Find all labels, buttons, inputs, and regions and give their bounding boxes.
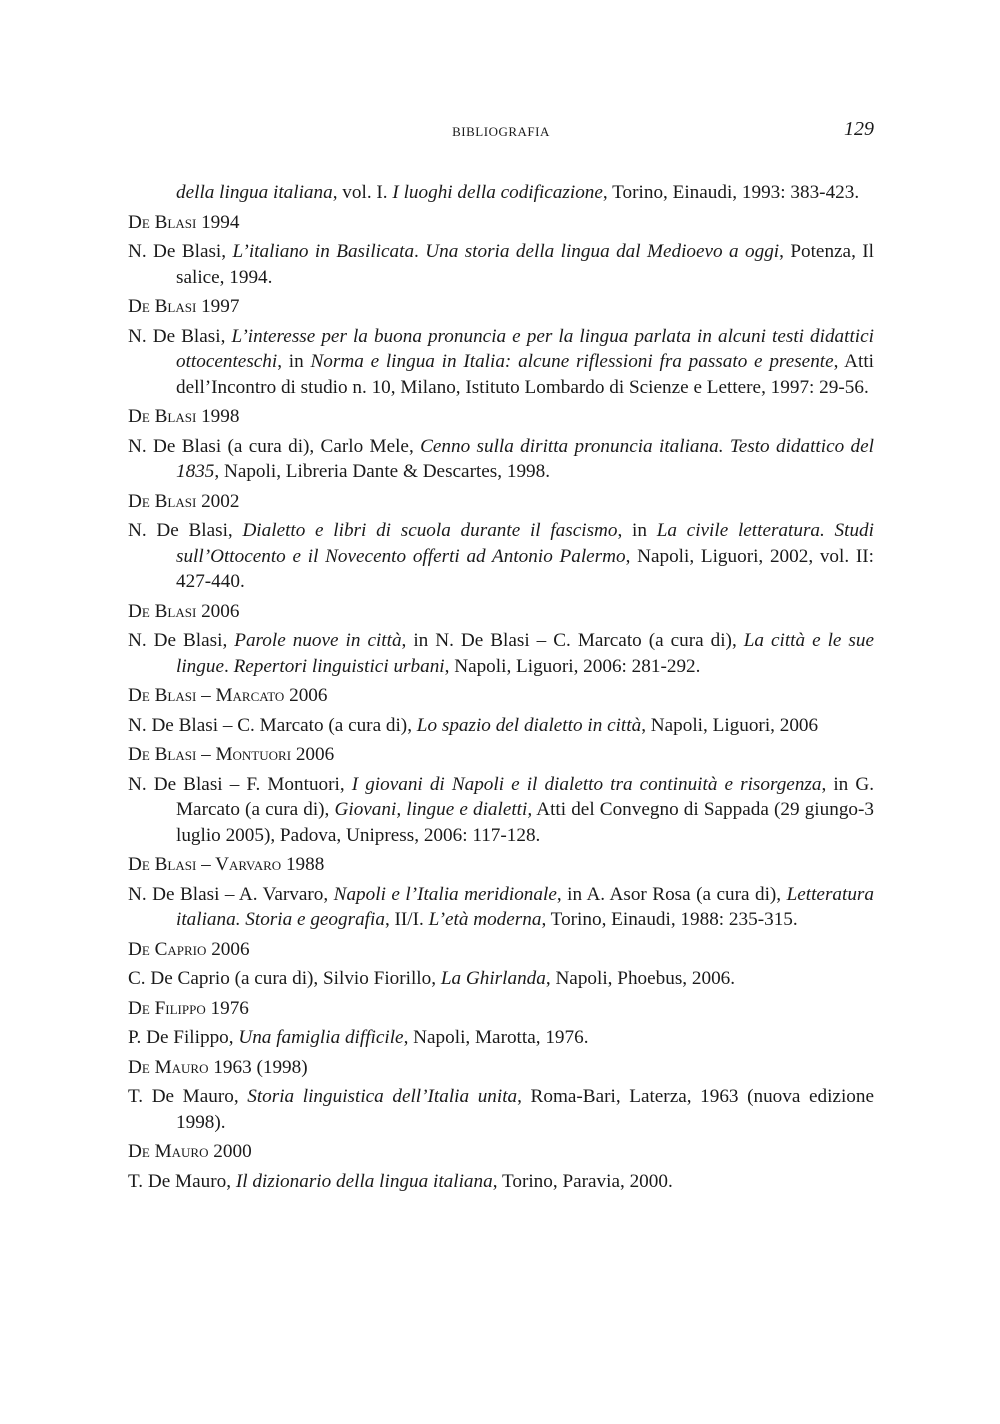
reference-text: N. De Blasi, — [128, 520, 243, 541]
reference-title: La Ghirlanda — [440, 968, 546, 989]
reference-text: N. De Blasi – C. Marcato (a cura di), — [128, 714, 417, 736]
reference-title: Lo spazio del dialetto in città — [416, 714, 642, 736]
reference-entry — [128, 713, 874, 739]
reference-text: N. De Blasi (a cura di), Carlo Mele, — [128, 435, 421, 457]
citation-key — [128, 937, 874, 963]
reference-title: Letteratura italiana. Storia e geografia — [176, 883, 874, 930]
reference-continuation — [128, 180, 874, 206]
reference-text: , Napoli, Liguori, 2006 — [641, 714, 819, 736]
citation-key-text: De Blasi 2002 — [128, 490, 240, 512]
reference-entry — [128, 628, 874, 679]
reference-title: Una storia della lingua dal Medioevo a oggi — [425, 241, 780, 262]
citation-key-text: De Blasi 1998 — [128, 406, 240, 427]
reference-text: , Napoli, Liguori, 2006: 281-292. — [444, 655, 701, 677]
reference-text: N. De Blasi, — [128, 630, 235, 651]
reference-title: I luoghi della codificazione — [392, 182, 603, 203]
reference-title: Il dizionario della lingua italiana — [235, 1170, 493, 1192]
reference-title: Cenno sulla diritta pronuncia italiana. Testo didattico del 1835 — [176, 435, 874, 482]
reference-text: , Napoli, Phoebus, 2006. — [545, 968, 736, 989]
reference-text: N. De Blasi – A. Varvaro, — [128, 883, 334, 905]
reference-text: Atti del Convegno di Sappada (29 giungo-3 luglio 2005), Padova, Unipress, 2006: 117-128. — [176, 799, 874, 846]
reference-text: . — [223, 655, 234, 677]
citation-key — [128, 1139, 874, 1165]
reference-text: , Potenza, Il salice, 1994. — [176, 241, 874, 288]
citation-key — [128, 210, 874, 236]
reference-title: L’età moderna — [428, 909, 542, 930]
reference-entry — [128, 239, 874, 290]
citation-key — [128, 489, 874, 515]
reference-title: Una famiglia difficile — [238, 1027, 404, 1048]
reference-text: N. De Blasi – F. Montuori, — [128, 773, 352, 795]
reference-text: , in N. De Blasi – C. Marcato (a cura di), — [401, 630, 744, 651]
reference-title: Repertori linguistici urbani — [233, 655, 445, 677]
citation-key-text: De Blasi – Varvaro 1988 — [128, 854, 325, 875]
reference-entry — [128, 882, 874, 933]
citation-key — [128, 996, 874, 1022]
running-head — [128, 118, 874, 148]
reference-text: . — [414, 241, 426, 262]
citation-key — [128, 852, 874, 878]
citation-key — [128, 294, 874, 320]
reference-entry — [128, 1084, 874, 1135]
reference-title: Napoli e l’Italia meridionale — [333, 883, 557, 905]
reference-text: , Torino, Einaudi, 1993: 383-423. — [602, 182, 860, 203]
reference-title: L’italiano in Basilicata — [232, 241, 415, 262]
citation-key-text: De Caprio 2006 — [128, 938, 250, 960]
citation-key — [128, 683, 874, 709]
reference-text: N. De Blasi, — [128, 241, 233, 262]
reference-text: , Napoli, Liguori, 2002, vol. II: 427-440. — [176, 545, 874, 592]
reference-entry — [128, 772, 874, 849]
citation-key-text: De Filippo 1976 — [128, 997, 249, 1019]
reference-text: , in — [277, 351, 311, 372]
reference-title: Storia linguistica dell’Italia unita — [247, 1086, 518, 1107]
reference-text: , in A. Asor Rosa (a cura di), — [556, 883, 787, 905]
reference-entry — [128, 324, 874, 401]
citation-key-text: De Mauro 1963 (1998) — [128, 1056, 308, 1078]
reference-text: , Napoli, Marotta, 1976. — [403, 1027, 589, 1048]
reference-text: T. De Mauro, — [128, 1170, 236, 1192]
reference-title: La civile letteratura. Studi sull’Ottocento e il Novecento offerti ad Antonio Palermo — [176, 520, 874, 567]
citation-key-text: De Blasi 1997 — [128, 296, 240, 317]
citation-key — [128, 404, 874, 430]
reference-entry — [128, 1025, 874, 1051]
reference-title: La città e le sue lingue — [176, 630, 874, 677]
reference-title: Norma e lingua in Italia: alcune riflessioni fra passato e presente — [310, 351, 834, 372]
reference-entry — [128, 1169, 874, 1195]
reference-title: della lingua italiana — [176, 182, 333, 203]
citation-key-text: De Mauro 2000 — [128, 1141, 252, 1162]
reference-text: , vol. I. — [332, 182, 393, 203]
reference-text: , II/I. — [384, 909, 429, 930]
reference-text: , Atti dell’Incontro di studio n. 10, Milano, Istituto Lombardo di Scienze e Lettere, 1997: 29-56. — [176, 351, 874, 398]
citation-key — [128, 599, 874, 625]
citation-key-text: De Blasi – Marcato 2006 — [128, 685, 328, 706]
reference-text: T. De Mauro, — [128, 1086, 248, 1107]
reference-entry — [128, 434, 874, 485]
reference-title: Giovani, lingue e dialetti, — [334, 799, 533, 820]
running-title: BIBLIOGRAFIA — [452, 124, 550, 139]
reference-text: , Napoli, Libreria Dante & Descartes, 1998. — [214, 461, 551, 482]
reference-text: C. De Caprio (a cura di), Silvio Fiorillo, — [128, 968, 441, 989]
reference-text: , in G. Marcato (a cura di), — [176, 773, 875, 820]
reference-title: L’interesse per la buona pronuncia e per la lingua parlata in alcuni testi didattici ottocenteschi — [176, 325, 874, 372]
reference-text: , Torino, Einaudi, 1988: 235-315. — [541, 909, 798, 930]
reference-text: , Roma-Bari, Laterza, 1963 (nuova edizione 1998). — [176, 1086, 874, 1133]
reference-text: , Torino, Paravia, 2000. — [492, 1170, 673, 1192]
reference-text: N. De Blasi, — [128, 325, 232, 347]
reference-text: P. De Filippo, — [128, 1027, 239, 1048]
reference-title: Parole nuove in città — [234, 630, 402, 651]
reference-text: , in — [617, 520, 657, 541]
citation-key-text: De Blasi 1994 — [128, 211, 240, 233]
bibliography-list — [128, 180, 874, 1198]
citation-key — [128, 1055, 874, 1081]
citation-key-text: De Blasi – Montuori 2006 — [128, 744, 335, 765]
citation-key-text: De Blasi 2006 — [128, 600, 240, 622]
reference-entry — [128, 966, 874, 992]
reference-title: I giovani di Napoli e il dialetto tra continuità e risorgenza — [351, 773, 822, 795]
citation-key — [128, 742, 874, 768]
reference-entry — [128, 518, 874, 595]
reference-title: Dialetto e libri di scuola durante il fascismo — [242, 520, 618, 541]
page-number: 129 — [844, 118, 874, 140]
